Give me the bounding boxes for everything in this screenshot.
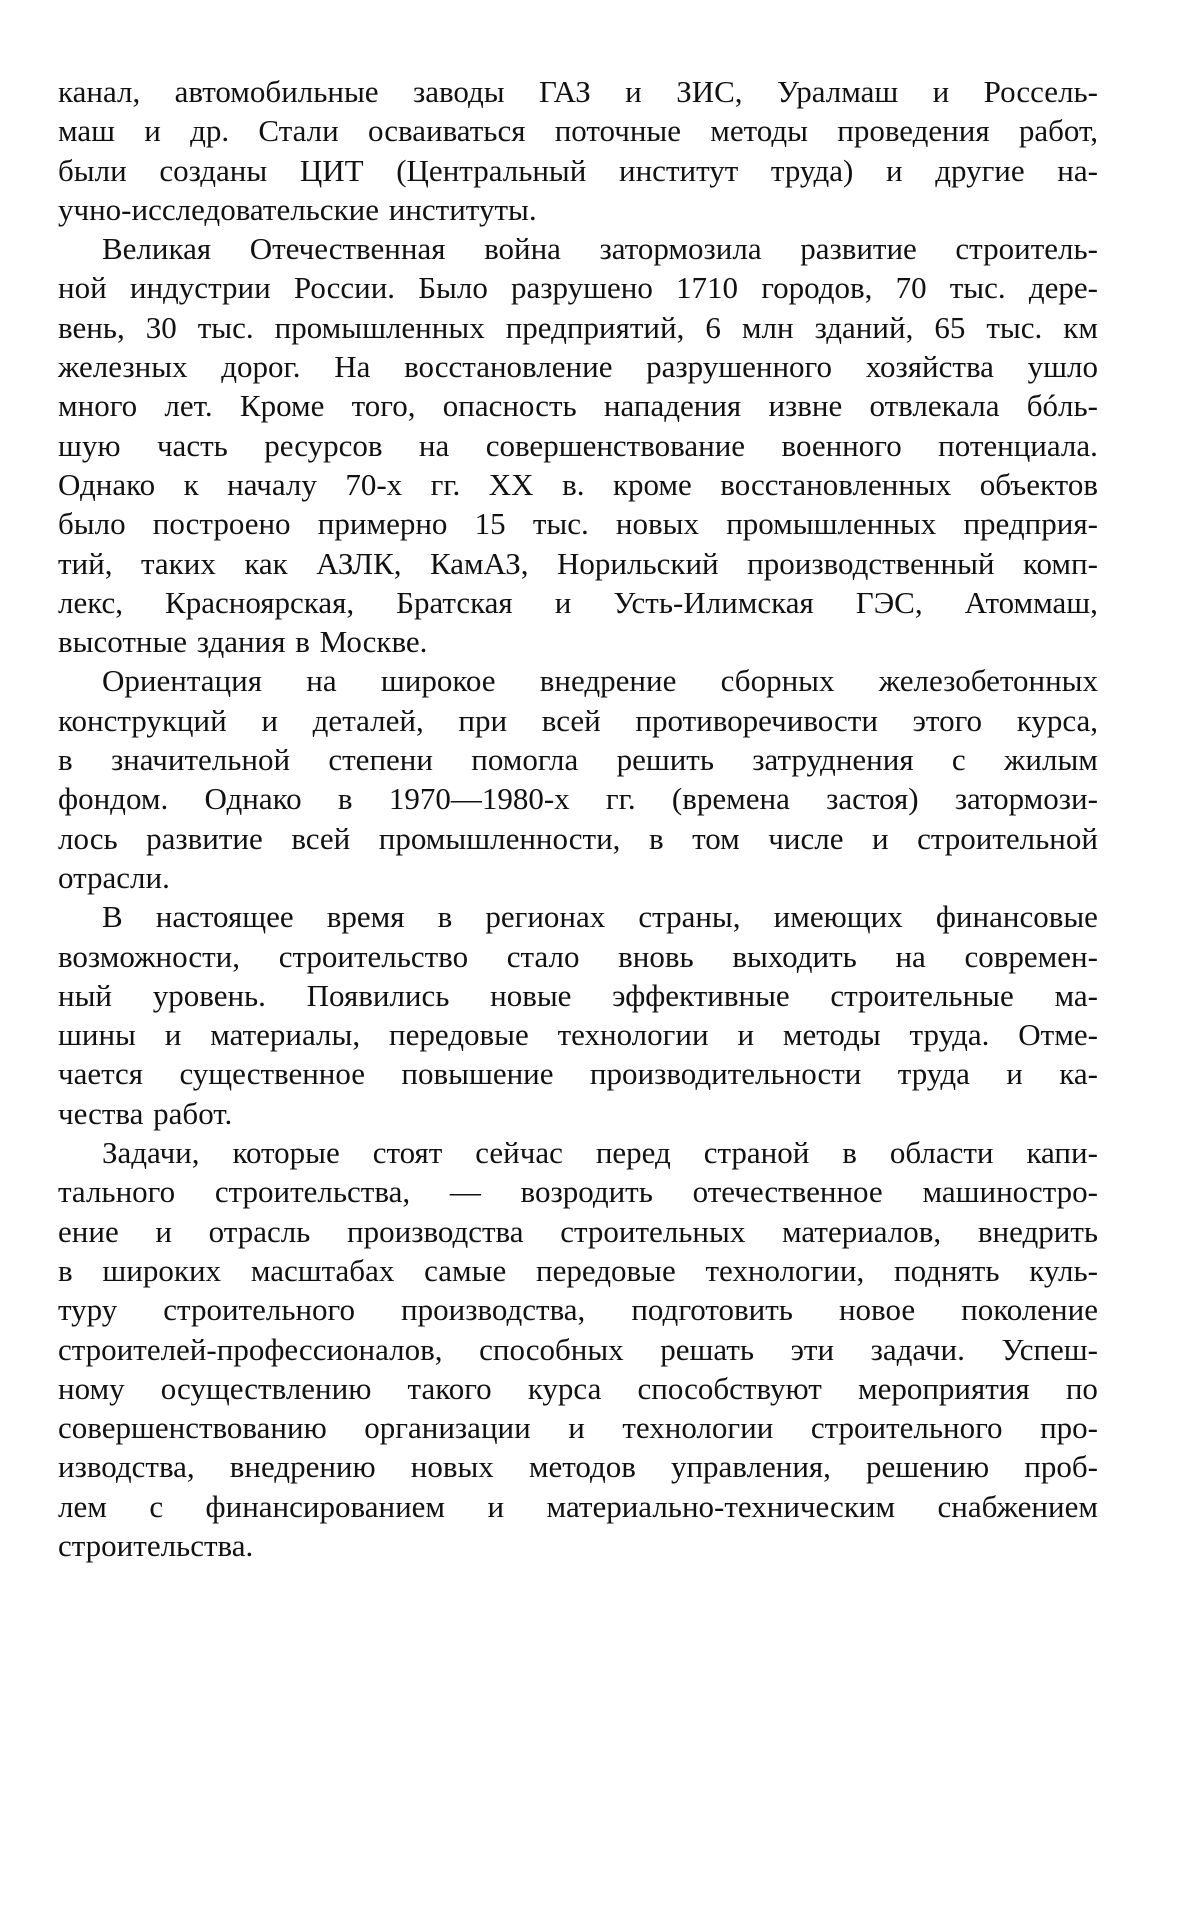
word: труда. (909, 1017, 990, 1053)
word: ушло (1027, 349, 1098, 385)
word: Однако (58, 466, 156, 502)
word: гг. (605, 781, 636, 817)
word: управления, (670, 1449, 831, 1485)
word: XX (488, 466, 534, 502)
word: технологии (622, 1410, 774, 1446)
text-line (58, 465, 1098, 504)
word: решить (616, 742, 714, 778)
word: тыс. (532, 506, 589, 542)
text-line (58, 347, 1098, 386)
word: институт (619, 152, 739, 188)
word: строителей-профессионалов, (58, 1331, 443, 1367)
word: современ- (964, 938, 1098, 974)
word: индустрии (129, 270, 271, 306)
word: заводы (412, 74, 505, 109)
word: новых (410, 1449, 494, 1485)
word: внедрению (229, 1449, 376, 1485)
word: производственный (747, 545, 995, 581)
word: жилым (1003, 742, 1098, 778)
word: затормозила (599, 231, 762, 267)
word: и (885, 152, 903, 188)
word: тыс. (986, 309, 1043, 345)
word: ма- (1054, 977, 1098, 1013)
word: Появились (306, 977, 450, 1013)
word: Уралмаш (776, 74, 899, 109)
word: передовые (389, 1017, 529, 1053)
word: Стали (258, 113, 339, 149)
word: дере- (1028, 270, 1098, 306)
word: которые (232, 1135, 340, 1171)
word: осваиваться (367, 113, 526, 149)
word: дорог. (221, 349, 301, 385)
word: шую (58, 427, 121, 463)
word: канал, (58, 74, 141, 109)
word: финансированием (205, 1488, 446, 1524)
word: материалы, (210, 1017, 361, 1053)
word: Отечественная (249, 231, 446, 267)
word: 70 (895, 270, 927, 306)
word: и (1006, 1056, 1023, 1092)
word: стоят (372, 1135, 443, 1171)
word: комп- (1023, 545, 1098, 581)
word: и (737, 1017, 755, 1053)
word: ЗИС, (676, 74, 743, 109)
word: числе (768, 820, 844, 856)
text-line: отрасли. (58, 859, 170, 895)
word: по (1065, 1370, 1098, 1406)
word: др. (190, 113, 230, 149)
word: на (306, 663, 337, 699)
text-line (58, 1212, 1098, 1251)
word: в (648, 820, 664, 856)
word: Отме- (1018, 1017, 1098, 1053)
word: деталей, (312, 702, 424, 738)
text-line (58, 151, 1098, 190)
word: 15 (474, 506, 506, 542)
word: решать (660, 1331, 755, 1367)
word: изводства, (58, 1449, 195, 1485)
word: поколение (961, 1292, 1098, 1328)
word: Россель- (983, 74, 1098, 109)
word: было (58, 506, 126, 542)
word: Однако (204, 781, 302, 817)
word: противоречивости (635, 702, 878, 738)
word: построено (152, 506, 291, 542)
word: предприя- (963, 506, 1098, 542)
word: разрушенного (646, 349, 833, 385)
word: возможности, (58, 938, 241, 974)
word: того, (351, 388, 416, 424)
word: внедрить (977, 1213, 1098, 1249)
word: внедрение (539, 663, 677, 699)
word: возродить (520, 1174, 653, 1210)
word: млн (741, 309, 794, 345)
word: застоя) (826, 781, 919, 817)
word: развитие (800, 231, 917, 267)
word: производства (347, 1213, 524, 1249)
word: в (58, 742, 73, 778)
word: России. (293, 270, 396, 306)
word: началу (227, 466, 317, 502)
text-line (58, 819, 1098, 858)
word: повышение (401, 1056, 554, 1092)
word: ной (58, 270, 107, 306)
word: как (244, 545, 288, 581)
paragraph (58, 229, 1098, 661)
word: промышленных (274, 309, 485, 345)
word: в (337, 781, 353, 817)
word: совершенствованию (58, 1410, 327, 1446)
word: регионах (485, 899, 606, 935)
word: страны, (638, 899, 741, 935)
word: развитие (146, 820, 263, 856)
text-line (58, 937, 1098, 976)
word: поточные (554, 113, 682, 149)
word: и (164, 1017, 182, 1053)
text-line (58, 1290, 1098, 1329)
word: км (1063, 309, 1098, 345)
word: и (144, 113, 161, 149)
word: ному (58, 1370, 125, 1406)
word: к (183, 466, 199, 502)
word: тыс. (197, 309, 254, 345)
text-line: чества работ. (58, 1095, 233, 1131)
word: 6 (705, 309, 721, 345)
word: восстановление (404, 349, 613, 385)
word: Задачи, (102, 1135, 200, 1171)
word: строительного (163, 1292, 355, 1328)
word: городов, (761, 270, 873, 306)
word: и (261, 702, 278, 738)
word: (времена (671, 781, 790, 817)
word: и (487, 1488, 505, 1524)
word: — (449, 1174, 481, 1210)
word: снабжением (937, 1488, 1098, 1524)
word: АЗЛК, (316, 545, 402, 581)
word: На (334, 349, 371, 385)
word: решению (865, 1449, 990, 1485)
text-line (58, 976, 1098, 1015)
text-line (58, 1251, 1098, 1290)
word: производства, (401, 1292, 586, 1328)
word: кроме (612, 466, 692, 502)
text-line (58, 1133, 1098, 1172)
word: лось (58, 820, 118, 856)
word: способных (479, 1331, 624, 1367)
word: на (418, 427, 450, 463)
word: новые (490, 977, 572, 1013)
word: фондом. (58, 781, 169, 817)
word: капи- (1026, 1135, 1098, 1171)
word: война (484, 231, 561, 267)
body-text (58, 72, 1098, 1565)
text-line: высотные здания в Москве. (58, 624, 428, 660)
word: лет. (164, 388, 213, 424)
word: железных (58, 349, 188, 385)
word: другие (935, 152, 1025, 188)
paragraph (58, 1133, 1098, 1565)
word: отечественное (692, 1174, 883, 1210)
word: новых (615, 506, 699, 542)
text-line (58, 308, 1098, 347)
word: железобетонных (878, 663, 1098, 699)
text-line (58, 1330, 1098, 1369)
word: конструкций (58, 702, 227, 738)
word: отрасль (208, 1213, 311, 1249)
word: производительности (589, 1056, 862, 1092)
word: лем (58, 1488, 107, 1524)
word: Красноярская, (165, 584, 355, 620)
word: в (842, 1135, 857, 1171)
word: бóль- (1026, 388, 1098, 424)
word: созданы (159, 152, 268, 188)
word: Ориентация (102, 663, 262, 699)
word: подготовить (631, 1292, 793, 1328)
word: труда) (770, 152, 854, 188)
word: ГАЗ (539, 74, 591, 109)
word: имеющих (773, 899, 903, 935)
word: эффективные (612, 977, 790, 1013)
text-line (58, 740, 1098, 779)
word: широких (102, 1252, 222, 1288)
word: объектов (979, 466, 1098, 502)
word: том (692, 820, 740, 856)
word: маш (58, 113, 116, 149)
word: существенное (179, 1056, 366, 1092)
word: нападения (603, 388, 742, 424)
word: отвлекала (869, 388, 1000, 424)
word: 70-х (345, 466, 403, 502)
word: (Центральный (396, 152, 587, 188)
word: проведения (837, 113, 990, 149)
word: лекс, (58, 584, 124, 620)
text-line (58, 72, 1098, 111)
text-line (58, 701, 1098, 740)
word: строительства, (214, 1174, 411, 1210)
word: курса (527, 1370, 602, 1406)
paragraph (58, 72, 1098, 229)
word: строительного (810, 1410, 1003, 1446)
word: извне (768, 388, 843, 424)
word: стало (506, 938, 580, 974)
word: работ, (1018, 113, 1098, 149)
word: и (625, 74, 642, 109)
word: настоящее (155, 899, 294, 935)
word: Было (418, 270, 488, 306)
word: материально-техническим (546, 1488, 896, 1524)
paragraph (58, 897, 1098, 1133)
word: тыс. (949, 270, 1006, 306)
word: в (437, 899, 453, 935)
text-line (58, 779, 1098, 818)
word: организации (364, 1410, 531, 1446)
word: в (58, 1252, 73, 1288)
word: этого (912, 702, 983, 738)
word: ный (58, 977, 113, 1013)
word: затормози- (954, 781, 1098, 817)
word: с (951, 742, 966, 778)
word: на- (1057, 152, 1098, 188)
word: эти (790, 1331, 835, 1367)
word: строительство (278, 938, 469, 974)
word: передовые (536, 1252, 676, 1288)
word: осуществлению (160, 1370, 372, 1406)
word: и (554, 584, 572, 620)
word: мероприятия (857, 1370, 1030, 1406)
word: такого (407, 1370, 492, 1406)
word: широкое (380, 663, 496, 699)
word: хозяйства (865, 349, 994, 385)
word: строительной (917, 820, 1098, 856)
word: самые (424, 1252, 507, 1288)
text-line (58, 111, 1098, 150)
word: вень, (58, 309, 125, 345)
word: 65 (934, 309, 966, 345)
word: задачи. (870, 1331, 965, 1367)
word: КамАЗ, (430, 545, 529, 581)
word: всей (541, 702, 601, 738)
text-line (58, 229, 1098, 268)
word: машиностро- (922, 1174, 1098, 1210)
word: Кроме (239, 388, 325, 424)
word: время (326, 899, 405, 935)
text-line (58, 897, 1098, 936)
word: зданий, (814, 309, 914, 345)
word: Братская (396, 584, 513, 620)
word: совершенствование (485, 427, 746, 463)
word: при (458, 702, 508, 738)
word: строительные (830, 977, 1014, 1013)
word: затруднения (752, 742, 914, 778)
word: методы (710, 113, 808, 149)
word: и (932, 74, 950, 109)
word: финансовые (935, 899, 1098, 935)
word: Великая (102, 231, 212, 267)
word: выходить (732, 938, 857, 974)
word: промышленности, (378, 820, 621, 856)
text-line (58, 426, 1098, 465)
word: тий, (58, 545, 113, 581)
word: методов (528, 1449, 636, 1485)
word: с (149, 1488, 164, 1524)
text-line (58, 1054, 1098, 1093)
word: в. (562, 466, 585, 502)
word: таких (140, 545, 216, 581)
text-line (58, 1408, 1098, 1447)
word: и (568, 1410, 585, 1446)
paragraph (58, 661, 1098, 897)
word: курса, (1016, 702, 1098, 738)
word: Успеш- (1001, 1331, 1098, 1367)
word: туру (58, 1292, 118, 1328)
word: тального (58, 1174, 176, 1210)
word: Атоммаш, (964, 584, 1098, 620)
word: технологии, (705, 1252, 865, 1288)
word: труда (897, 1056, 970, 1092)
word: значительной (110, 742, 291, 778)
word: были (58, 152, 127, 188)
word: В (102, 899, 123, 935)
word: перед (595, 1135, 671, 1171)
word: проб- (1024, 1449, 1098, 1485)
word: и (155, 1213, 172, 1249)
word: ресурсов (264, 427, 383, 463)
text-line (58, 1369, 1098, 1408)
word: области (889, 1135, 994, 1171)
word: много (58, 388, 138, 424)
word: потенциала. (938, 427, 1098, 463)
text-line (58, 1172, 1098, 1211)
text-line (58, 544, 1098, 583)
word: Усть-Илимская (613, 584, 814, 620)
word: про- (1040, 1410, 1098, 1446)
text-line (58, 583, 1098, 622)
word: примерно (317, 506, 448, 542)
word: ка- (1059, 1056, 1098, 1092)
word: 1710 (676, 270, 739, 306)
word: военного (781, 427, 902, 463)
text-line: строительства. (58, 1527, 254, 1563)
word: ение (58, 1213, 119, 1249)
word: сейчас (475, 1135, 563, 1171)
word: опасность (442, 388, 577, 424)
word: помогла (471, 742, 579, 778)
word: промышленных (726, 506, 937, 542)
word: чается (58, 1056, 144, 1092)
text-line (58, 386, 1098, 425)
word: степени (328, 742, 433, 778)
word: поднять (893, 1252, 1000, 1288)
word: разрушено (511, 270, 653, 306)
text-line (58, 504, 1098, 543)
word: 30 (145, 309, 177, 345)
word: строитель- (955, 231, 1098, 267)
word: восстановленных (720, 466, 952, 502)
text-line (58, 1015, 1098, 1054)
word: куль- (1029, 1252, 1098, 1288)
word: строительных (560, 1213, 746, 1249)
word: страной (703, 1135, 810, 1171)
text-line: учно-исследовательские институты. (58, 191, 537, 227)
word: на (895, 938, 926, 974)
word: 1970—1980-х (388, 781, 570, 817)
text-line (58, 268, 1098, 307)
word: и (871, 820, 889, 856)
word: вновь (618, 938, 694, 974)
word: технологии (557, 1017, 709, 1053)
word: методы (782, 1017, 881, 1053)
word: материалов, (782, 1213, 942, 1249)
text-line (58, 1447, 1098, 1486)
text-line (58, 1487, 1098, 1526)
text-line (58, 661, 1098, 700)
word: предприятий, (505, 309, 685, 345)
word: способствуют (637, 1370, 822, 1406)
word: новое (838, 1292, 916, 1328)
word: автомобильные (174, 74, 379, 109)
word: шины (58, 1017, 136, 1053)
word: масштабах (250, 1252, 395, 1288)
word: Норильский (557, 545, 719, 581)
word: ЦИТ (299, 152, 364, 188)
word: всей (291, 820, 351, 856)
word: сборных (720, 663, 835, 699)
word: ГЭС, (855, 584, 923, 620)
word: гг. (430, 466, 461, 502)
word: часть (156, 427, 228, 463)
word: уровень. (152, 977, 266, 1013)
